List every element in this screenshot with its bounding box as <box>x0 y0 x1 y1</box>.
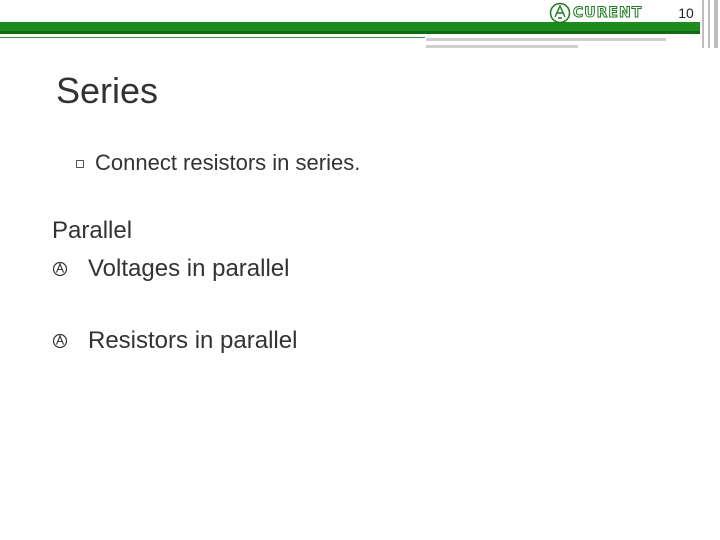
header-gray-rule-short <box>426 45 578 48</box>
bullet-text: Voltages in parallel <box>88 255 290 282</box>
header-underline <box>0 37 425 38</box>
edge-line <box>702 0 704 48</box>
logo-text: CURENT <box>573 5 643 21</box>
bullet-item <box>52 255 289 283</box>
slide-title: Series <box>56 70 159 111</box>
sub-bullet-item <box>76 150 360 176</box>
header-bar-shadow <box>0 31 700 34</box>
header-gray-rule <box>426 38 666 41</box>
bullet-text: Resistors in parallel <box>88 327 298 354</box>
curent-logo-icon <box>549 2 571 24</box>
page-number: 10 <box>678 5 694 21</box>
curent-logo-bullet-icon <box>52 260 68 278</box>
edge-line <box>714 0 718 48</box>
section-heading: Parallel <box>52 217 133 244</box>
small-square-bullet-icon <box>76 160 84 168</box>
edge-line <box>708 0 710 48</box>
sub-bullet-text: Connect resistors in series. <box>95 150 361 175</box>
curent-logo-bullet-icon <box>52 332 68 350</box>
curent-logo <box>549 0 642 26</box>
bullet-item <box>52 327 297 355</box>
right-edge-decoration <box>700 0 720 48</box>
